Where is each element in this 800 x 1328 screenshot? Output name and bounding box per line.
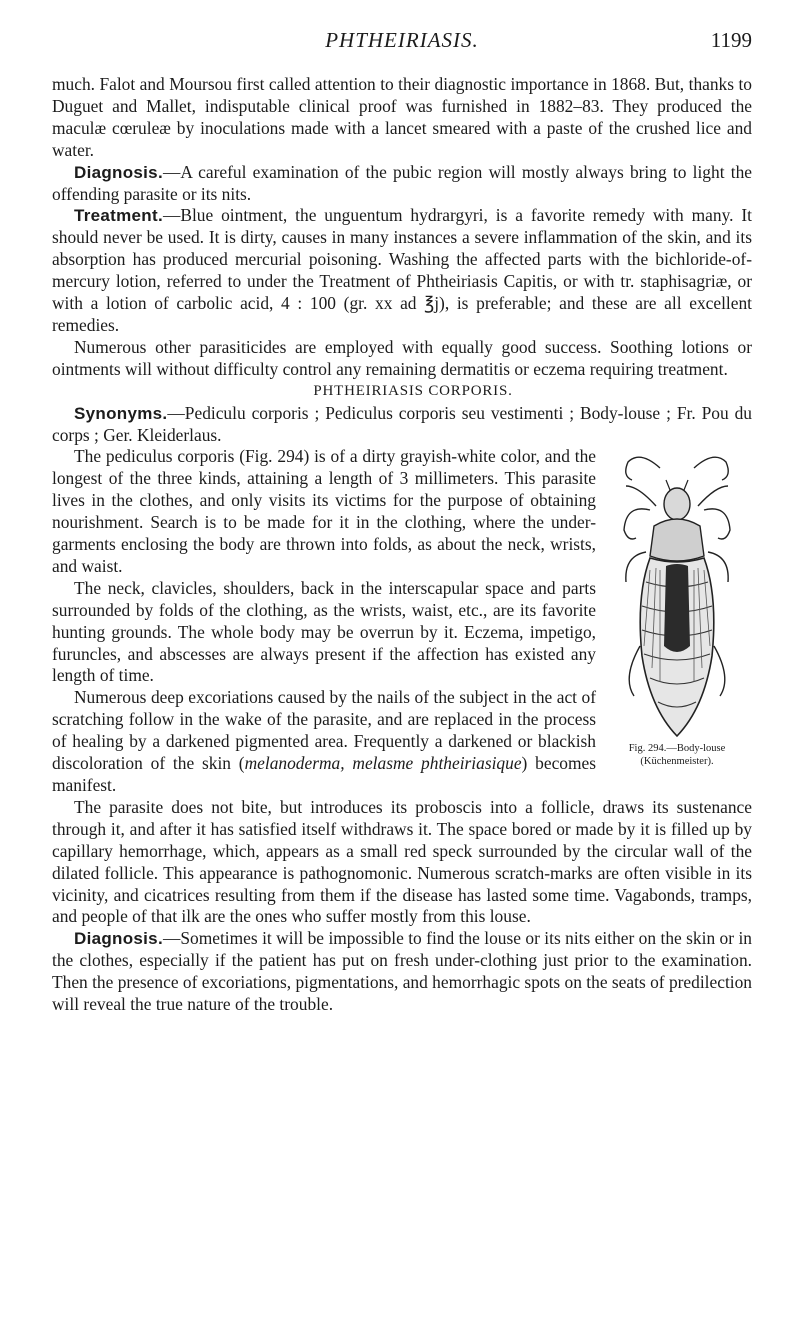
running-title: PHTHEIRIASIS.: [325, 28, 479, 52]
run-in-heading-synonyms: Synonyms.: [74, 403, 168, 423]
run-in-heading-diagnosis-corporis: Diagnosis.: [74, 929, 163, 949]
run-in-heading-treatment: Treatment.: [74, 206, 163, 226]
figure-caption-source: (Küchenmeister).: [640, 756, 714, 768]
paragraph-parasiticides: Numerous other parasiticides are employed with equally good success. Soothing lotions or ointments will without difficulty control any remaining dermatitis or eczema requiring treatment.: [52, 336, 752, 379]
paragraph-intro: much. Falot and Moursou first called attention to their diagnostic importance in 1868. But, thanks to Duguet and Mallet, indisputable clinical proof was furnished in 1882–83. They produced the maculæ cœruleæ by inoculations made with a lancet smeared with a paste of the crushed lice and water.: [52, 74, 752, 160]
paragraph-diagnosis-corporis: [52, 928, 752, 1016]
section-title: PHTHEIRIASIS CORPORIS.: [313, 382, 513, 399]
diagnosis-corporis-text: —Sometimes it will be impossible to find the louse or its nits either on the skin or in the clothes, especially if the patient has put on fresh under-clothing just prior to the examination. Then the presence of excoriations, pigmentations, and hemorrhagic spots on the seats of predilection will reveal the true nature of the trouble.: [52, 928, 752, 1015]
melanoderma-term: melanoderma, melasme phtheiriasique: [244, 753, 522, 774]
diagnosis-text: —A careful examination of the pubic region will mostly always bring to light the offending parasite or its nits.: [52, 161, 752, 204]
paragraph-description: The pediculus corporis (Fig. 294) is of a dirty grayish-white color, and the longest of the three kinds, attaining a length of 3 millimeters. This parasite lives in the clothes, and only visits its victims for the purpose of obtaining nourishment. Search is to be made for it in the clothing, where the under-garments enclosing the body are thrown into folds, as about the neck, wrists, and waist.: [52, 446, 596, 576]
paragraph-diagnosis-pubis: [52, 162, 752, 206]
synonyms-text: —Pediculu corporis ; Pediculus corporis seu vestimenti ; Body-louse ; Fr. Pou du corps ; Ger. Kleiderlaus.: [52, 402, 752, 445]
figure-body-louse: [602, 446, 752, 772]
run-in-heading-diagnosis: Diagnosis.: [74, 162, 163, 182]
excoriations-text-b: ) becomes manifest.: [52, 753, 596, 795]
body-text: [52, 74, 752, 1016]
treatment-text: —Blue ointment, the unguentum hydrargyri, is a favorite remedy with many. It should never be used. It is dirty, causes in many instances a severe inflammation of the skin, and its absorption has produced mercurial poisoning. Washing the affected parts with the bichloride-of-mercury lotion, referred to under the Treatment of Phtheiriasis Capitis, or with tr. staphisagriæ, or with a lotion of carbolic acid, 4 : 100 (gr. xx ad ℥j), is preferable; and these are all excellent remedies.: [52, 205, 752, 335]
paragraph-synonyms: [52, 403, 752, 447]
body-louse-illustration: [620, 446, 734, 738]
figure-caption-title: Fig. 294.—Body-louse: [628, 743, 726, 755]
page-header: [52, 28, 752, 58]
excoriations-text-a: Numerous deep excoriations caused by the nails of the subject in the act of scratching follow in the wake of the parasite, and are replaced in the process of healing by a darkened pigmented area. Frequently a darkened or blackish discoloration of the skin (: [52, 687, 596, 774]
paragraph-treatment: [52, 205, 752, 336]
figure-caption: [602, 742, 752, 768]
paragraph-proboscis: The parasite does not bite, but introduces its proboscis into a follicle, draws its sustenance through it, and after it has satisfied itself withdraws it. The space bored or made by it is filled up by capillary hemorrhage, which, appears as a small red speck surrounded by the circular wall of the dilated follicle. This appearance is pathognomonic. Numerous scratch-marks are often visible in its vicinity, and cicatrices resulting from them if the disease has lasted some time. Vagabonds, tramps, and people of that ilk are the ones who suffer mostly from this louse.: [52, 796, 752, 927]
page-number: 1199: [710, 28, 752, 52]
paragraph-hunting-grounds: The neck, clavicles, shoulders, back in the interscapular space and parts surrounded by folds of the clothing, as the wrists, waist, etc., are its favorite hunting grounds. The whole body may be overrun by it. Eczema, impetigo, furuncles, and abscesses are always present if the affection has existed any length of time.: [52, 577, 596, 686]
